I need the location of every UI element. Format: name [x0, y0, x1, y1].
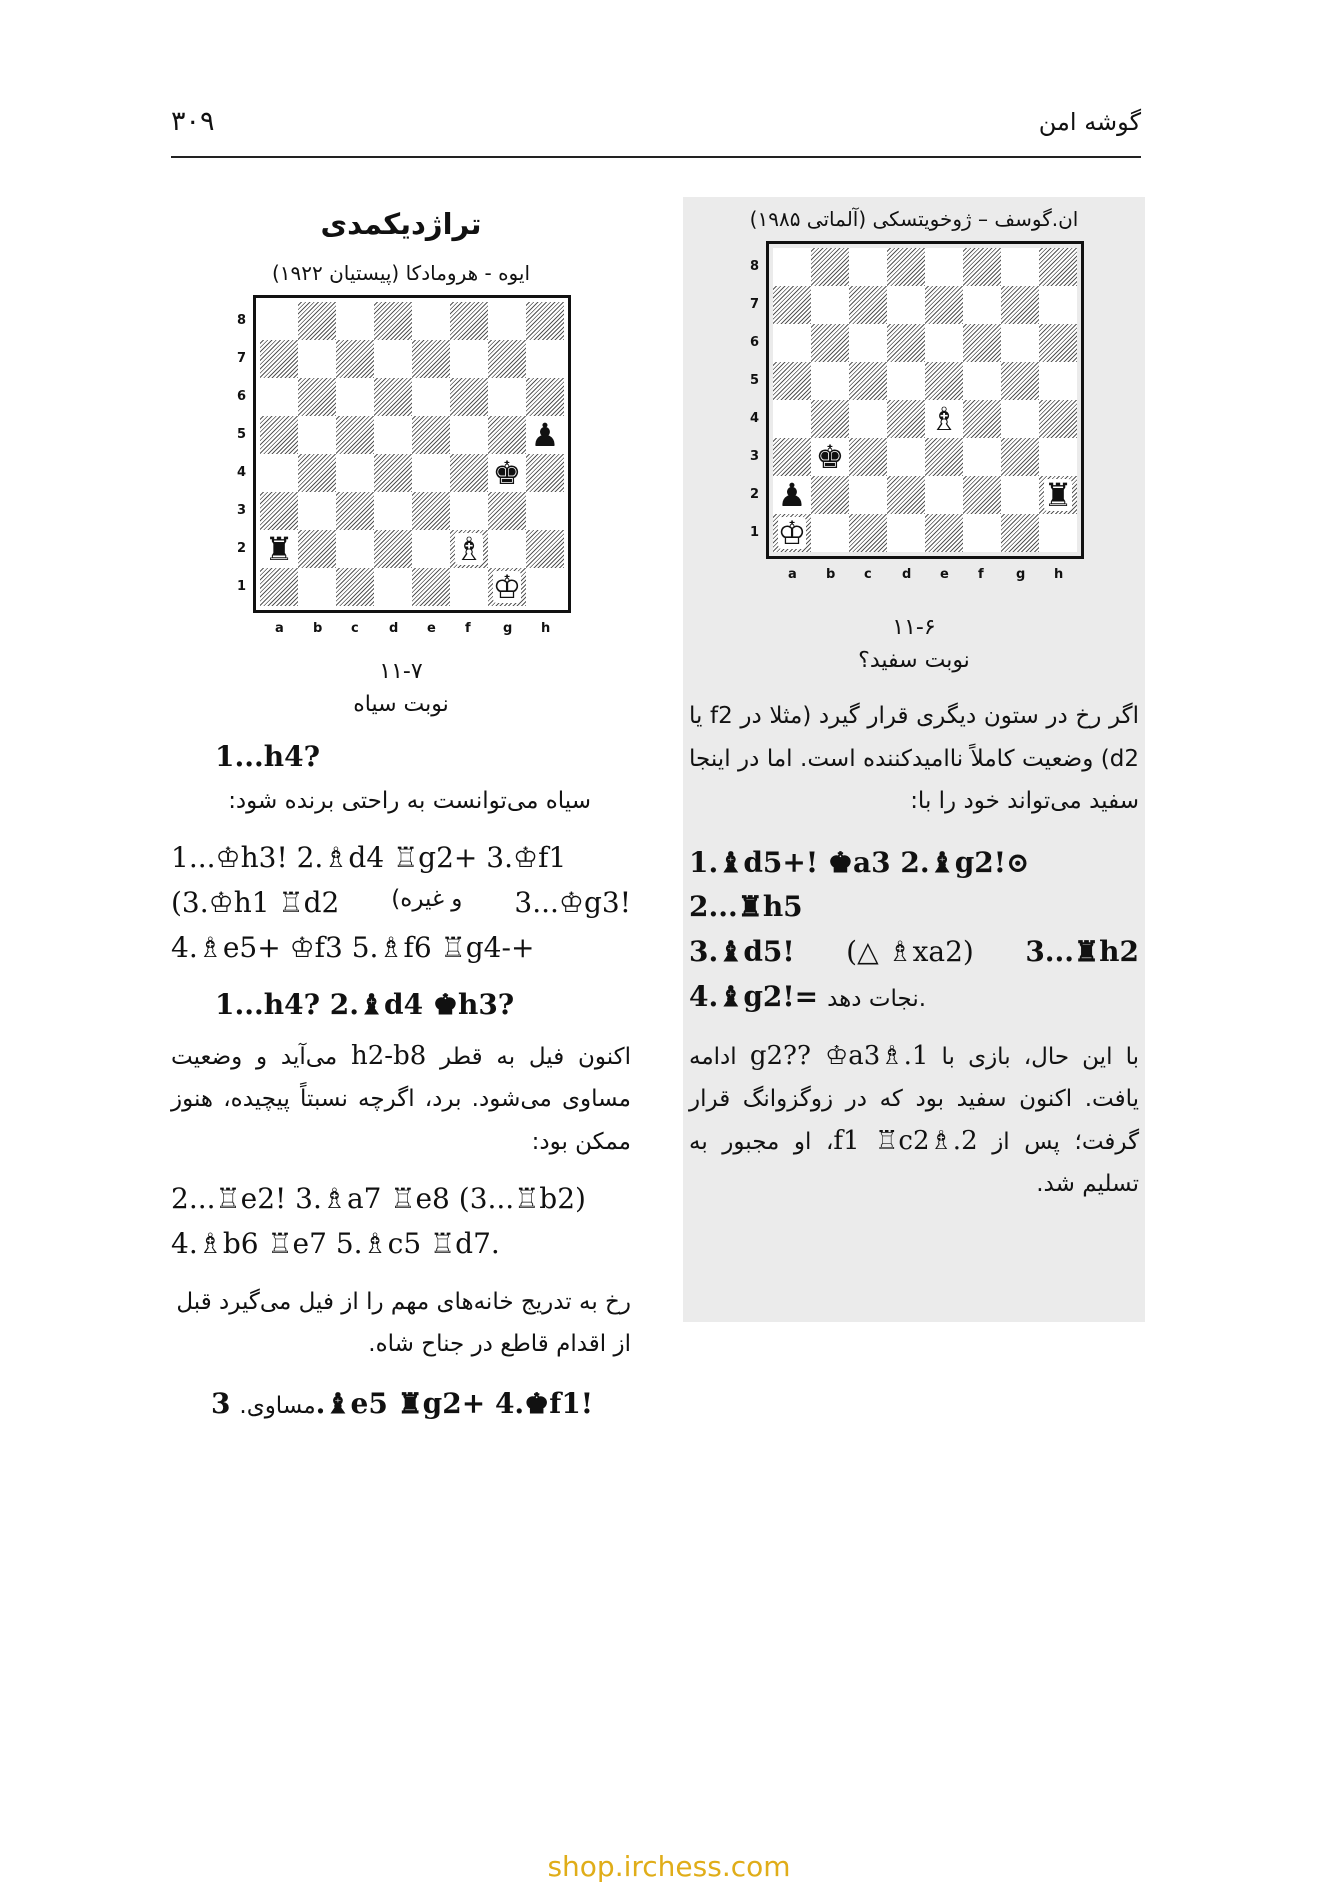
square-e6: [412, 378, 450, 416]
square-b1: [298, 568, 336, 606]
square-d5: [374, 416, 412, 454]
rank-label: 6: [750, 335, 760, 350]
square-e7: [925, 286, 963, 324]
square-e8: [412, 302, 450, 340]
rank-label: 6: [237, 389, 247, 404]
square-a4: [773, 400, 811, 438]
diagram-number-right: ۱۱-۶: [892, 615, 936, 640]
square-f5: [450, 416, 488, 454]
square-d8: [887, 248, 925, 286]
square-h5: [1039, 362, 1077, 400]
file-label: h: [541, 621, 551, 636]
square-f3: [450, 492, 488, 530]
square-g7: [1001, 286, 1039, 324]
move-line-right-3: 4.♝g2!= نجات دهد.: [689, 980, 927, 1014]
square-b3: [811, 438, 849, 476]
square-a7: [773, 286, 811, 324]
square-e4: [925, 400, 963, 438]
square-b7: [811, 286, 849, 324]
file-label: g: [503, 621, 513, 636]
square-a2: [260, 530, 298, 568]
square-f8: [450, 302, 488, 340]
square-c2: [849, 476, 887, 514]
square-g1: [1001, 514, 1039, 552]
rank-label: 2: [750, 487, 760, 502]
black-king-icon: ♚: [492, 454, 522, 492]
rank-label: 3: [750, 449, 760, 464]
rank-label: 8: [750, 259, 760, 274]
rank-label: 7: [237, 351, 247, 366]
square-h3: [526, 492, 564, 530]
square-f1: [963, 514, 1001, 552]
right-column-sidebar: [683, 197, 1145, 1322]
turn-label-right: نوبت سفید؟: [858, 648, 970, 673]
square-d7: [887, 286, 925, 324]
square-a5: [773, 362, 811, 400]
square-d6: [374, 378, 412, 416]
square-b6: [811, 324, 849, 362]
square-d8: [374, 302, 412, 340]
square-e4: [412, 454, 450, 492]
square-a8: [773, 248, 811, 286]
paragraph-right-1: اگر رخ در ستون دیگری قرار گیرد (مثلا در f2 یا d2) وضعیت کاملاً ناامیدکننده است. اما در اینجا سفید می‌تواند خود را با:: [689, 703, 1139, 815]
chess-diagram-left: [231, 295, 571, 645]
square-h1: [1039, 514, 1077, 552]
square-b4: [298, 454, 336, 492]
file-label: b: [313, 621, 323, 636]
square-g6: [1001, 324, 1039, 362]
square-c7: [336, 340, 374, 378]
square-a1: [260, 568, 298, 606]
square-b8: [811, 248, 849, 286]
square-f8: [963, 248, 1001, 286]
square-c6: [849, 324, 887, 362]
rank-label: 2: [237, 541, 247, 556]
chessboard-right: [766, 241, 1084, 559]
page-header: [171, 100, 1141, 158]
square-b7: [298, 340, 336, 378]
file-label: f: [465, 621, 471, 636]
square-e5: [412, 416, 450, 454]
square-e1: [412, 568, 450, 606]
page-number: ۳۰۹: [171, 106, 215, 137]
file-label: d: [902, 567, 912, 582]
square-c8: [849, 248, 887, 286]
square-h4: [1039, 400, 1077, 438]
square-c1: [849, 514, 887, 552]
rank-label: 4: [237, 465, 247, 480]
rank-label: 8: [237, 313, 247, 328]
square-d3: [887, 438, 925, 476]
square-c7: [849, 286, 887, 324]
square-a1: [773, 514, 811, 552]
file-label: e: [427, 621, 436, 636]
black-pawn-icon: ♟: [530, 416, 560, 454]
square-a6: [260, 378, 298, 416]
chess-diagram-right: [744, 241, 1084, 591]
square-a7: [260, 340, 298, 378]
square-d2: [887, 476, 925, 514]
square-g8: [488, 302, 526, 340]
square-g1: [488, 568, 526, 606]
square-c6: [336, 378, 374, 416]
white-bishop-icon: ♗: [454, 530, 484, 568]
square-h4: [526, 454, 564, 492]
square-b1: [811, 514, 849, 552]
rank-label: 3: [237, 503, 247, 518]
square-b3: [298, 492, 336, 530]
square-f1: [450, 568, 488, 606]
square-e5: [925, 362, 963, 400]
square-c3: [336, 492, 374, 530]
diagram-source-right: ان.گوسف – ژوخویتسکی (آلماتی ۱۹۸۵): [749, 207, 1079, 231]
square-d6: [887, 324, 925, 362]
white-bishop-icon: ♗: [929, 400, 959, 438]
file-label: e: [940, 567, 949, 582]
file-label: b: [826, 567, 836, 582]
diagram-source-left: ایوه - هرومادکا (پیستیان ۱۹۲۲): [271, 261, 531, 285]
rank-label: 4: [750, 411, 760, 426]
square-d3: [374, 492, 412, 530]
rank-label: 1: [237, 579, 247, 594]
black-king-icon: ♚: [815, 438, 845, 476]
square-b5: [811, 362, 849, 400]
variation-line-4: 2...♖e2! 3.♗a7 ♖e8 (3...♖b2): [171, 1182, 586, 1216]
square-h8: [526, 302, 564, 340]
square-c3: [849, 438, 887, 476]
square-h5: [526, 416, 564, 454]
file-label: c: [351, 621, 359, 636]
square-f5: [963, 362, 1001, 400]
square-f4: [450, 454, 488, 492]
file-label: g: [1016, 567, 1026, 582]
square-f6: [450, 378, 488, 416]
square-a8: [260, 302, 298, 340]
square-g5: [488, 416, 526, 454]
square-h1: [526, 568, 564, 606]
move-line-right-2: 3.♝d5! (△ ♗xa2) 3...♜h2: [689, 935, 1139, 969]
square-e2: [412, 530, 450, 568]
variation-line-1: 1...♔h3! 2.♗d4 ♖g2+ 3.♔f1: [171, 841, 567, 875]
square-d4: [887, 400, 925, 438]
file-label: d: [389, 621, 399, 636]
square-b5: [298, 416, 336, 454]
square-h7: [1039, 286, 1077, 324]
square-b6: [298, 378, 336, 416]
square-e3: [412, 492, 450, 530]
square-f3: [963, 438, 1001, 476]
paragraph-1: سیاه می‌توانست به راحتی برنده شود:: [228, 787, 591, 814]
square-e6: [925, 324, 963, 362]
file-label: c: [864, 567, 872, 582]
white-king-icon: ♔: [777, 514, 807, 552]
square-b2: [298, 530, 336, 568]
file-label: a: [275, 621, 284, 636]
square-g8: [1001, 248, 1039, 286]
square-g4: [488, 454, 526, 492]
paragraph-3: رخ به تدریج خانه‌های مهم را از فیل می‌گیرد قبل از اقدام قاطع در جناح شاه.: [176, 1288, 631, 1358]
square-g3: [488, 492, 526, 530]
square-a6: [773, 324, 811, 362]
running-head: گوشه امن: [1038, 108, 1141, 136]
square-c8: [336, 302, 374, 340]
square-h2: [526, 530, 564, 568]
file-label: h: [1054, 567, 1064, 582]
square-f2: [450, 530, 488, 568]
square-f7: [963, 286, 1001, 324]
square-e1: [925, 514, 963, 552]
square-a5: [260, 416, 298, 454]
square-b2: [811, 476, 849, 514]
variation-line-2: (3.♔h1 ♖d2 و غیره) 3...♔g3!: [171, 886, 631, 920]
square-a4: [260, 454, 298, 492]
square-b4: [811, 400, 849, 438]
square-h2: [1039, 476, 1077, 514]
square-f6: [963, 324, 1001, 362]
square-h3: [1039, 438, 1077, 476]
watermark: shop.irchess.com: [547, 1850, 791, 1883]
square-h7: [526, 340, 564, 378]
square-g7: [488, 340, 526, 378]
square-c4: [849, 400, 887, 438]
black-rook-icon: ♜: [1043, 476, 1073, 514]
square-e7: [412, 340, 450, 378]
black-rook-icon: ♜: [264, 530, 294, 568]
square-a2: [773, 476, 811, 514]
square-g3: [1001, 438, 1039, 476]
square-c1: [336, 568, 374, 606]
square-g6: [488, 378, 526, 416]
square-g2: [1001, 476, 1039, 514]
square-d2: [374, 530, 412, 568]
square-e3: [925, 438, 963, 476]
white-king-icon: ♔: [492, 568, 522, 606]
square-g4: [1001, 400, 1039, 438]
turn-label-left: نوبت سیاه: [353, 692, 449, 717]
move-line-main-2: 1...h4? 2.♝d4 ♚h3?: [215, 987, 515, 1021]
square-f4: [963, 400, 1001, 438]
variation-line-5: 4.♗b6 ♖e7 5.♗c5 ♖d7.: [171, 1226, 500, 1260]
chessboard-left: [253, 295, 571, 613]
file-label: a: [788, 567, 797, 582]
move-line-main-1: 1...h4?: [215, 740, 320, 773]
black-pawn-icon: ♟: [777, 476, 807, 514]
move-line-main-3: مساوی. 3.♝e5 ♜g2+ 4.♚f1!: [211, 1386, 594, 1420]
square-e2: [925, 476, 963, 514]
square-f2: [963, 476, 1001, 514]
square-h8: [1039, 248, 1077, 286]
rank-label: 5: [237, 427, 247, 442]
square-g5: [1001, 362, 1039, 400]
square-a3: [260, 492, 298, 530]
file-label: f: [978, 567, 984, 582]
square-c2: [336, 530, 374, 568]
paragraph-right-2: با این حال، بازی با 1.♗g2?? ♔a3 ادامه یافت. اکنون سفید بود که در زوگزوانگ قرار گرفت؛ پس از 2.♗f1 ♖c2، او مجبور به تسلیم شد.: [689, 1040, 1140, 1198]
square-g2: [488, 530, 526, 568]
variation-line-3: 4.♗e5+ ♔f3 5.♗f6 ♖g4-+: [171, 930, 535, 964]
square-d4: [374, 454, 412, 492]
rank-label: 5: [750, 373, 760, 388]
left-column: [171, 195, 631, 1427]
square-d1: [887, 514, 925, 552]
rank-label: 7: [750, 297, 760, 312]
diagram-number-left: ۱۱-۷: [379, 659, 423, 684]
square-d1: [374, 568, 412, 606]
square-c4: [336, 454, 374, 492]
move-line-right-1: 1.♝d5+! ♚a3 2.♝g2!⊙ 2...♜h5: [689, 845, 1030, 924]
square-c5: [336, 416, 374, 454]
square-a3: [773, 438, 811, 476]
square-h6: [1039, 324, 1077, 362]
square-e8: [925, 248, 963, 286]
rank-label: 1: [750, 525, 760, 540]
square-d5: [887, 362, 925, 400]
section-title: تراژدیکمدی: [320, 207, 482, 241]
square-f7: [450, 340, 488, 378]
square-c5: [849, 362, 887, 400]
paragraph-2: اکنون فیل به قطر h2-b8 می‌آید و وضعیت مساوی می‌شود. برد، اگرچه نسبتاً پیچیده، هنوز ممکن بود:: [171, 1040, 632, 1155]
square-b8: [298, 302, 336, 340]
square-h6: [526, 378, 564, 416]
square-d7: [374, 340, 412, 378]
